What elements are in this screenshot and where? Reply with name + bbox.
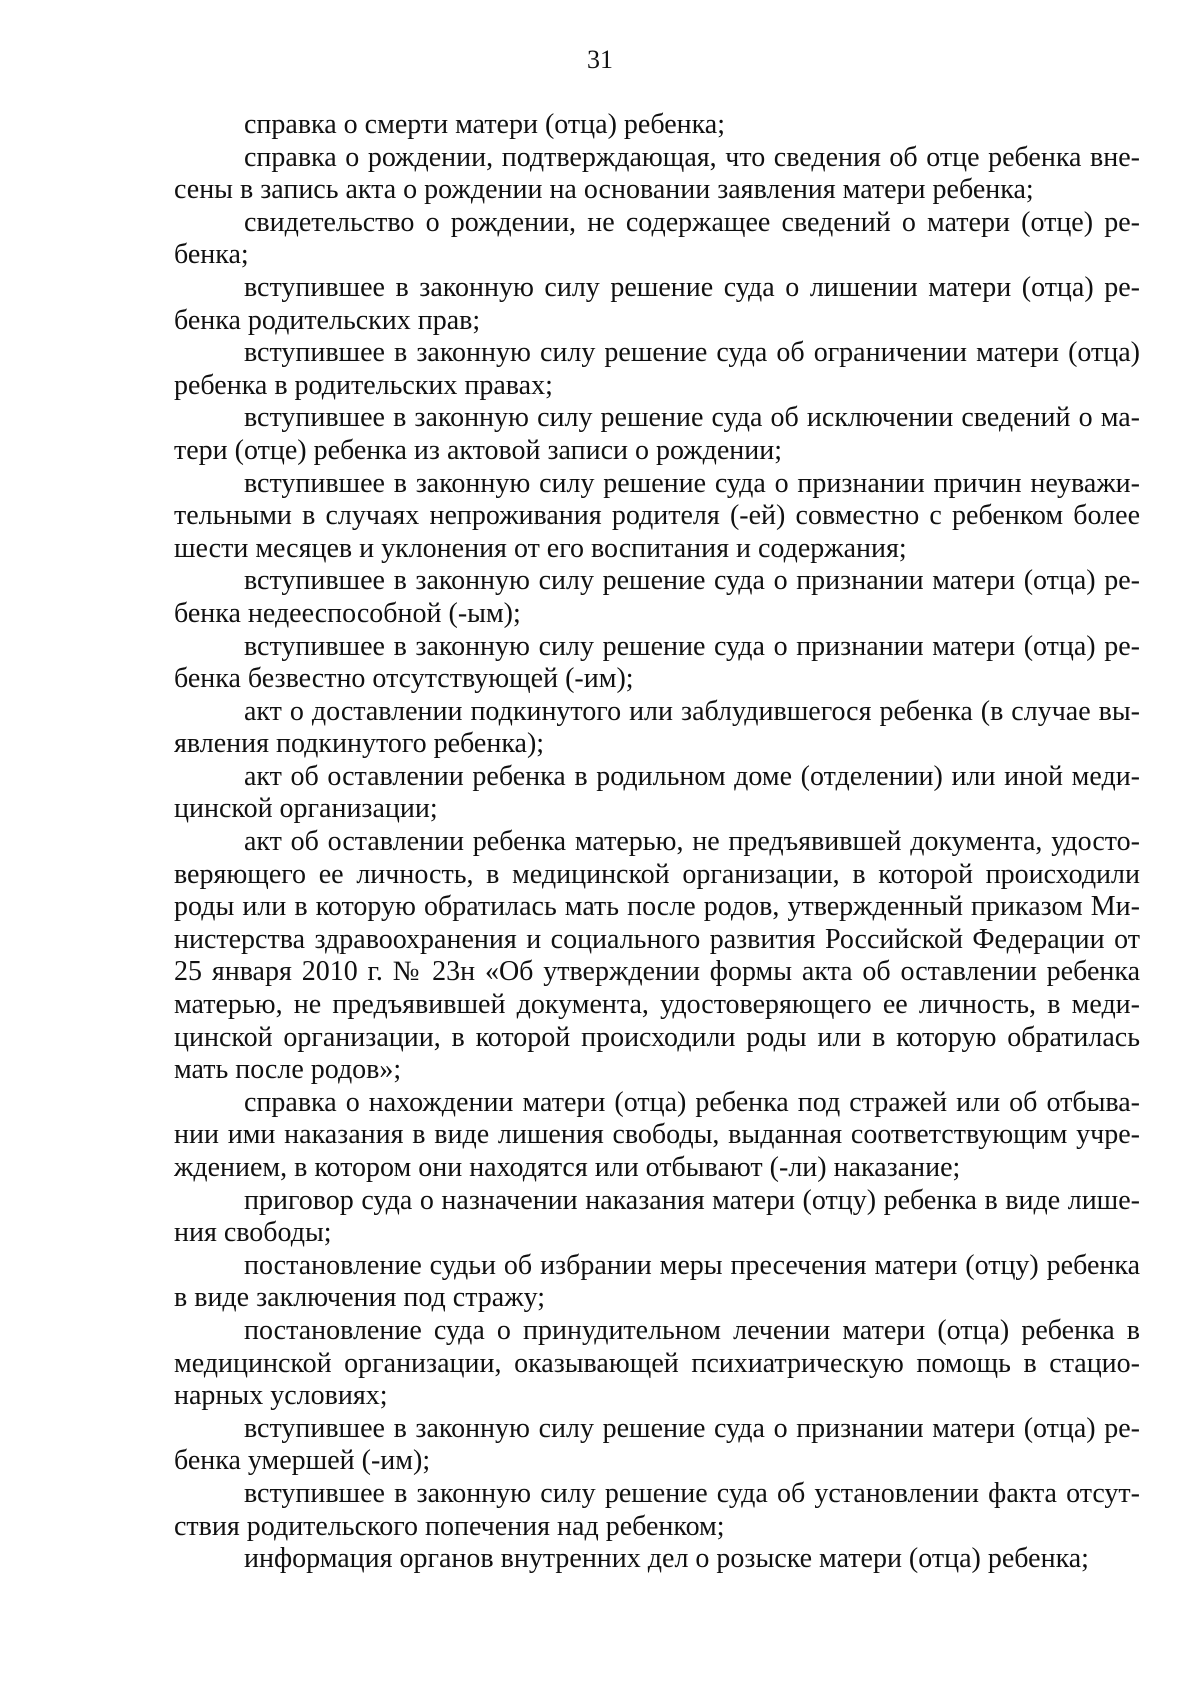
- paragraph: постановление судьи об избрании меры пресечения матери (отцу) ребенка в виде заключения под стражу;: [174, 1249, 1140, 1314]
- paragraph: вступившее в законную силу решение суда об исключении сведений о матери (отце) ребенка из актовой записи о рождении;: [174, 402, 1140, 466]
- document-body: [174, 109, 1140, 1576]
- paragraph: вступившее в законную силу решение суда о признании матери (отца) ребенка недееспособной (-ым);: [174, 565, 1140, 629]
- paragraph: вступившее в законную силу решение суда о лишении матери (отца) ребенка родительских прав;: [174, 271, 1140, 336]
- paragraph: вступившее в законную силу решение суда о признании матери (отца) ребенка умершей (-им);: [174, 1412, 1140, 1477]
- paragraph: акт о доставлении подкинутого или заблудившегося ребенка (в случае выявления подкинутого ребенка);: [174, 695, 1140, 760]
- paragraph: вступившее в законную силу решение суда о признании причин неуважительными в случаях непроживания родителя (-ей) совместно с ребенком более шести месяцев и уклонения от его воспитания и содержания;: [174, 467, 1140, 564]
- paragraph: постановление суда о принудительном лечении матери (отца) ребенка в медицинской организации, оказывающей психиатрическую помощь в стационарных условиях;: [174, 1314, 1140, 1412]
- paragraph: акт об оставлении ребенка в родильном доме (отделении) или иной медицинской организации;: [174, 760, 1140, 825]
- paragraph: справка о рождении, подтверждающая, что сведения об отце ребенка внесены в запись акта о рождении на основании заявления матери ребенка;: [174, 141, 1140, 206]
- paragraph: приговор суда о назначении наказания матери (отцу) ребенка в виде лишения свободы;: [174, 1184, 1140, 1249]
- paragraph: вступившее в законную силу решение суда об ограничении матери (отца) ребенка в родительских правах;: [174, 337, 1140, 401]
- paragraph: справка о нахождении матери (отца) ребенка под стражей или об отбывании ими наказания в виде лишения свободы, выданная соответствующим учреждением, в котором они находятся или отбывают (-ли) наказание;: [174, 1086, 1140, 1183]
- paragraph: вступившее в законную силу решение суда об установлении факта отсутствия родительского попечения над ребенком;: [174, 1477, 1140, 1542]
- paragraph: вступившее в законную силу решение суда о признании матери (отца) ребенка безвестно отсутствующей (-им);: [174, 630, 1140, 695]
- page-number: 31: [587, 45, 613, 74]
- paragraph: информация органов внутренних дел о розыске матери (отца) ребенка;: [244, 1543, 1089, 1575]
- paragraph: свидетельство о рождении, не содержащее сведений о матери (отце) ребенка;: [174, 206, 1140, 271]
- paragraph: справка о смерти матери (отца) ребенка;: [244, 109, 726, 140]
- paragraph: акт об оставлении ребенка матерью, не предъявившей документа, удостоверяющего ее личность, в медицинской организации, в которой происходили роды или в которую обратилась мать после родов, утвержденный приказом Министерства здравоохранения и социального развития Российской Федерации от 25 января 2010 г. № 23н «Об утверждении формы акта об оставлении ребенка матерью, не предъявившей документа, удостоверяющего ее личность, в медицинской организации, в которой происходили роды или в которую обратилась мать после родов»;: [174, 826, 1140, 1086]
